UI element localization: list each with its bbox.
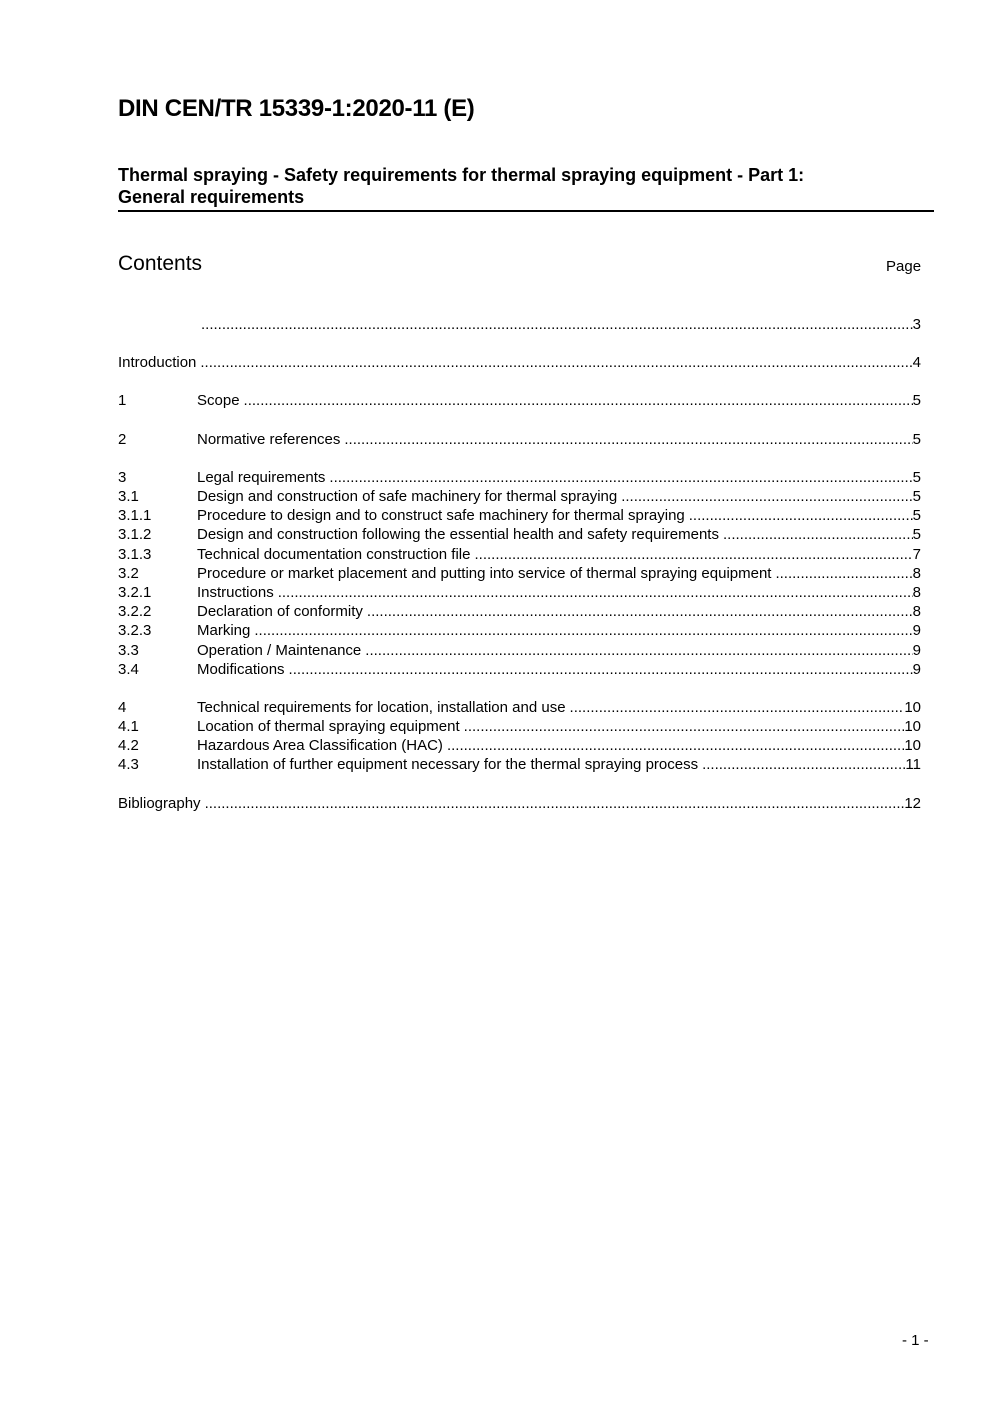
toc-leader-dots <box>702 755 905 774</box>
toc-entry-title: Hazardous Area Classification (HAC) <box>197 737 443 754</box>
toc-entry-number: 3.2.2 <box>118 603 152 620</box>
toc-entry-page: 5 <box>912 526 921 543</box>
toc-entry-4-2[interactable] <box>118 736 921 755</box>
document-title <box>118 164 934 212</box>
toc-entry-bibliography[interactable] <box>118 794 921 813</box>
toc-leader-dots <box>365 641 912 660</box>
toc-entry-page: 10 <box>904 718 921 735</box>
toc-leader-dots <box>775 564 912 583</box>
toc-entry-title: Bibliography <box>118 795 201 812</box>
toc-entry-3-1-1[interactable] <box>118 506 921 525</box>
toc-entry-foreword[interactable] <box>118 315 921 334</box>
toc-entry-page: 9 <box>912 661 921 678</box>
toc-entry-page: 5 <box>912 507 921 524</box>
toc-leader-dots <box>723 525 913 544</box>
toc-leader-dots <box>200 353 912 372</box>
toc-entry-number: 3.1.1 <box>118 507 152 524</box>
page-number: - 1 - <box>902 1332 929 1349</box>
toc-entry-title: Procedure or market placement and putting into service of thermal spraying equipment <box>197 565 772 582</box>
toc-entry-4[interactable] <box>118 698 921 717</box>
toc-entry-introduction[interactable] <box>118 353 921 372</box>
document-title-line-2: General requirements <box>118 187 305 207</box>
toc-entry-title: Modifications <box>197 661 285 678</box>
toc-entry-3-2-2[interactable] <box>118 602 921 621</box>
toc-entry-title: Normative references <box>197 431 341 448</box>
toc-entry-page: 9 <box>912 642 921 659</box>
toc-leader-dots <box>464 717 905 736</box>
toc-entry-1[interactable] <box>118 391 921 410</box>
toc-entry-page: 12 <box>904 795 921 812</box>
toc-entry-4-1[interactable] <box>118 717 921 736</box>
toc-entry-number: 3.1.2 <box>118 526 152 543</box>
document-id: DIN CEN/TR 15339-1:2020-11 (E) <box>118 95 475 122</box>
toc-entry-page: 10 <box>904 737 921 754</box>
toc-entry-number: 4.1 <box>118 718 139 735</box>
toc-entry-number: 3.3 <box>118 642 139 659</box>
toc-entry-number: 3.2.1 <box>118 584 152 601</box>
toc-entry-title: Design and construction following the essential health and safety requirements <box>197 526 719 543</box>
toc-entry-title: Marking <box>197 622 251 639</box>
toc-entry-3-1-2[interactable] <box>118 525 921 544</box>
toc-entry-title: Declaration of conformity <box>197 603 363 620</box>
toc-entry-page: 5 <box>912 488 921 505</box>
toc-leader-dots <box>278 583 913 602</box>
toc-leader-dots <box>254 621 912 640</box>
toc-entry-number: 3.1.3 <box>118 546 152 563</box>
toc-leader-dots <box>621 487 912 506</box>
toc-entry-number: 2 <box>118 431 127 448</box>
toc-entry-number: 4.2 <box>118 737 139 754</box>
toc-entry-title: Procedure to design and to construct safe machinery for thermal spraying <box>197 507 685 524</box>
toc-leader-dots <box>689 506 913 525</box>
toc-entry-page: 8 <box>912 603 921 620</box>
toc-entry-title: Technical requirements for location, installation and use <box>197 699 566 716</box>
toc-entry-page: 7 <box>912 546 921 563</box>
toc-leader-dots <box>344 430 912 449</box>
toc-leader-dots <box>447 736 904 755</box>
toc-entry-3-2-1[interactable] <box>118 583 921 602</box>
toc-entry-number: 1 <box>118 392 127 409</box>
toc-entry-page: 5 <box>912 392 921 409</box>
toc-entry-title: Operation / Maintenance <box>197 642 362 659</box>
toc-entry-page: 8 <box>912 565 921 582</box>
toc-entry-3-1-3[interactable] <box>118 545 921 564</box>
toc-leader-dots <box>367 602 913 621</box>
toc-entry-page: 5 <box>912 469 921 486</box>
toc-entry-number: 3.1 <box>118 488 139 505</box>
toc-entry-3-4[interactable] <box>118 660 921 679</box>
toc-entry-number: 3.2 <box>118 565 139 582</box>
toc-leader-dots <box>244 391 913 410</box>
toc-leader-dots <box>201 315 913 334</box>
toc-entry-title: Scope <box>197 392 240 409</box>
document-title-line-1: Thermal spraying - Safety requirements for thermal spraying equipment - Part 1: <box>118 165 805 185</box>
toc-entry-3-2-3[interactable] <box>118 621 921 640</box>
toc-entry-title: Installation of further equipment necessary for the thermal spraying process <box>197 756 699 773</box>
toc-entry-3[interactable] <box>118 468 921 487</box>
contents-heading: Contents <box>118 252 203 275</box>
toc-leader-dots <box>570 698 905 717</box>
toc-leader-dots <box>205 794 905 813</box>
toc-entry-4-3[interactable] <box>118 755 921 774</box>
toc-entry-page: 3 <box>912 316 921 333</box>
toc-entry-3-2[interactable] <box>118 564 921 583</box>
toc-entry-page: 11 <box>905 756 921 773</box>
toc-entry-title: Technical documentation construction file <box>197 546 471 563</box>
toc-entry-number: 4 <box>118 699 127 716</box>
toc-leader-dots <box>475 545 913 564</box>
toc-entry-2[interactable] <box>118 430 921 449</box>
toc-entry-title: Design and construction of safe machinery for thermal spraying <box>197 488 618 505</box>
toc-entry-number: 3 <box>118 469 127 486</box>
toc-entry-page: 8 <box>912 584 921 601</box>
toc-leader-dots <box>289 660 913 679</box>
toc-entry-page: 4 <box>912 354 921 371</box>
toc-entry-title: Location of thermal spraying equipment <box>197 718 460 735</box>
toc-entry-number: 4.3 <box>118 756 139 773</box>
toc-leader-dots <box>329 468 912 487</box>
toc-entry-title: Instructions <box>197 584 274 601</box>
toc-entry-page: 9 <box>912 622 921 639</box>
toc-entry-number: 3.2.3 <box>118 622 152 639</box>
toc-entry-3-1[interactable] <box>118 487 921 506</box>
toc-entry-page: 10 <box>904 699 921 716</box>
toc-entry-3-3[interactable] <box>118 641 921 660</box>
toc-entry-page: 5 <box>912 431 921 448</box>
toc-entry-title: Legal requirements <box>197 469 326 486</box>
page-column-label: Page <box>886 258 922 275</box>
toc-entry-title: Introduction <box>118 354 197 371</box>
toc-entry-number: 3.4 <box>118 661 139 678</box>
